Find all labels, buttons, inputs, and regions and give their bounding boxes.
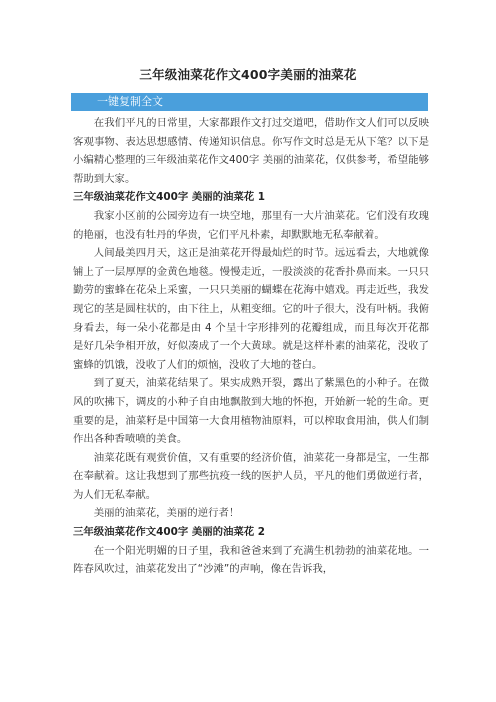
paragraph: 人间最美四月天，这正是油菜花开得最灿烂的时节。远远看去，大地就像铺上了一层厚厚的金黄色地毯。慢慢走近，一股淡淡的花香扑鼻而来。一只只勤劳的蜜蜂在花朵上采蜜，一只只美丽的蝴蝶在花海中嬉戏。再走近些，我发现它的茎是圆柱状的，由下往上，从粗变细。它的叶子很大，没有叶柄。我俯身看去，每一朵小花都是由 4 个呈十字形排列的花瓣组成，而且每次开花都是好几朵争相开放，好似凑成了一个大黄球。就是这样朴素的油菜花，没收了蜜蜂的饥饿，没收了人们的烦恼，没收了大地的苍白。 (73, 247, 429, 371)
article-body (73, 114, 429, 579)
paragraph: 美丽的油菜花，美丽的逆行者！ (93, 507, 240, 520)
paragraph: 在一个阳光明媚的日子里，我和爸爸来到了充满生机勃勃的油菜花地。一阵春风吹过，油菜花发出了“沙滩”的声响，像在告诉我， (73, 544, 429, 576)
paragraph: 到了夏天，油菜花结果了。果实成熟开裂，露出了紫黑色的小种子。在微风的吹拂下，调皮的小种子自由地飘散到大地的怀抱，开始新一轮的生命。更重要的是，油菜籽是中国第一大食用植物油原料，可以榨取食用油，供人们制作出各种香喷喷的美食。 (73, 377, 429, 446)
section-heading-2: 三年级油菜花作文400字 美丽的油菜花 2 (73, 526, 266, 539)
intro-paragraph: 在我们平凡的日常里，大家都跟作文打过交道吧，借助作文人们可以反映客观事物、表达思想感情、传递知识信息。你写作文时总是无从下笔？以下是小编精心整理的三年级油菜花作文400字 美丽的油菜花，仅供参考，希望能够帮助到大家。 (73, 117, 429, 185)
page-title: 三年级油菜花作文400字美丽的油菜花 (139, 67, 357, 82)
section-heading-1: 三年级油菜花作文400字 美丽的油菜花 1 (73, 191, 266, 204)
copy-all-button[interactable]: 一键复制全文 (71, 93, 428, 111)
paragraph: 我家小区前的公园旁边有一块空地，那里有一大片油菜花。它们没有玫瑰的艳丽，也没有牡丹的华贵，它们平凡朴素，却默默地无私奉献着。 (73, 209, 429, 241)
paragraph: 油菜花既有观赏价值，又有重要的经济价值，油菜花一身都是宝，一生都在奉献着。这让我想到了那些抗疫一线的医护人员，平凡的他们勇做逆行者，为人们无私奉献。 (73, 451, 429, 501)
